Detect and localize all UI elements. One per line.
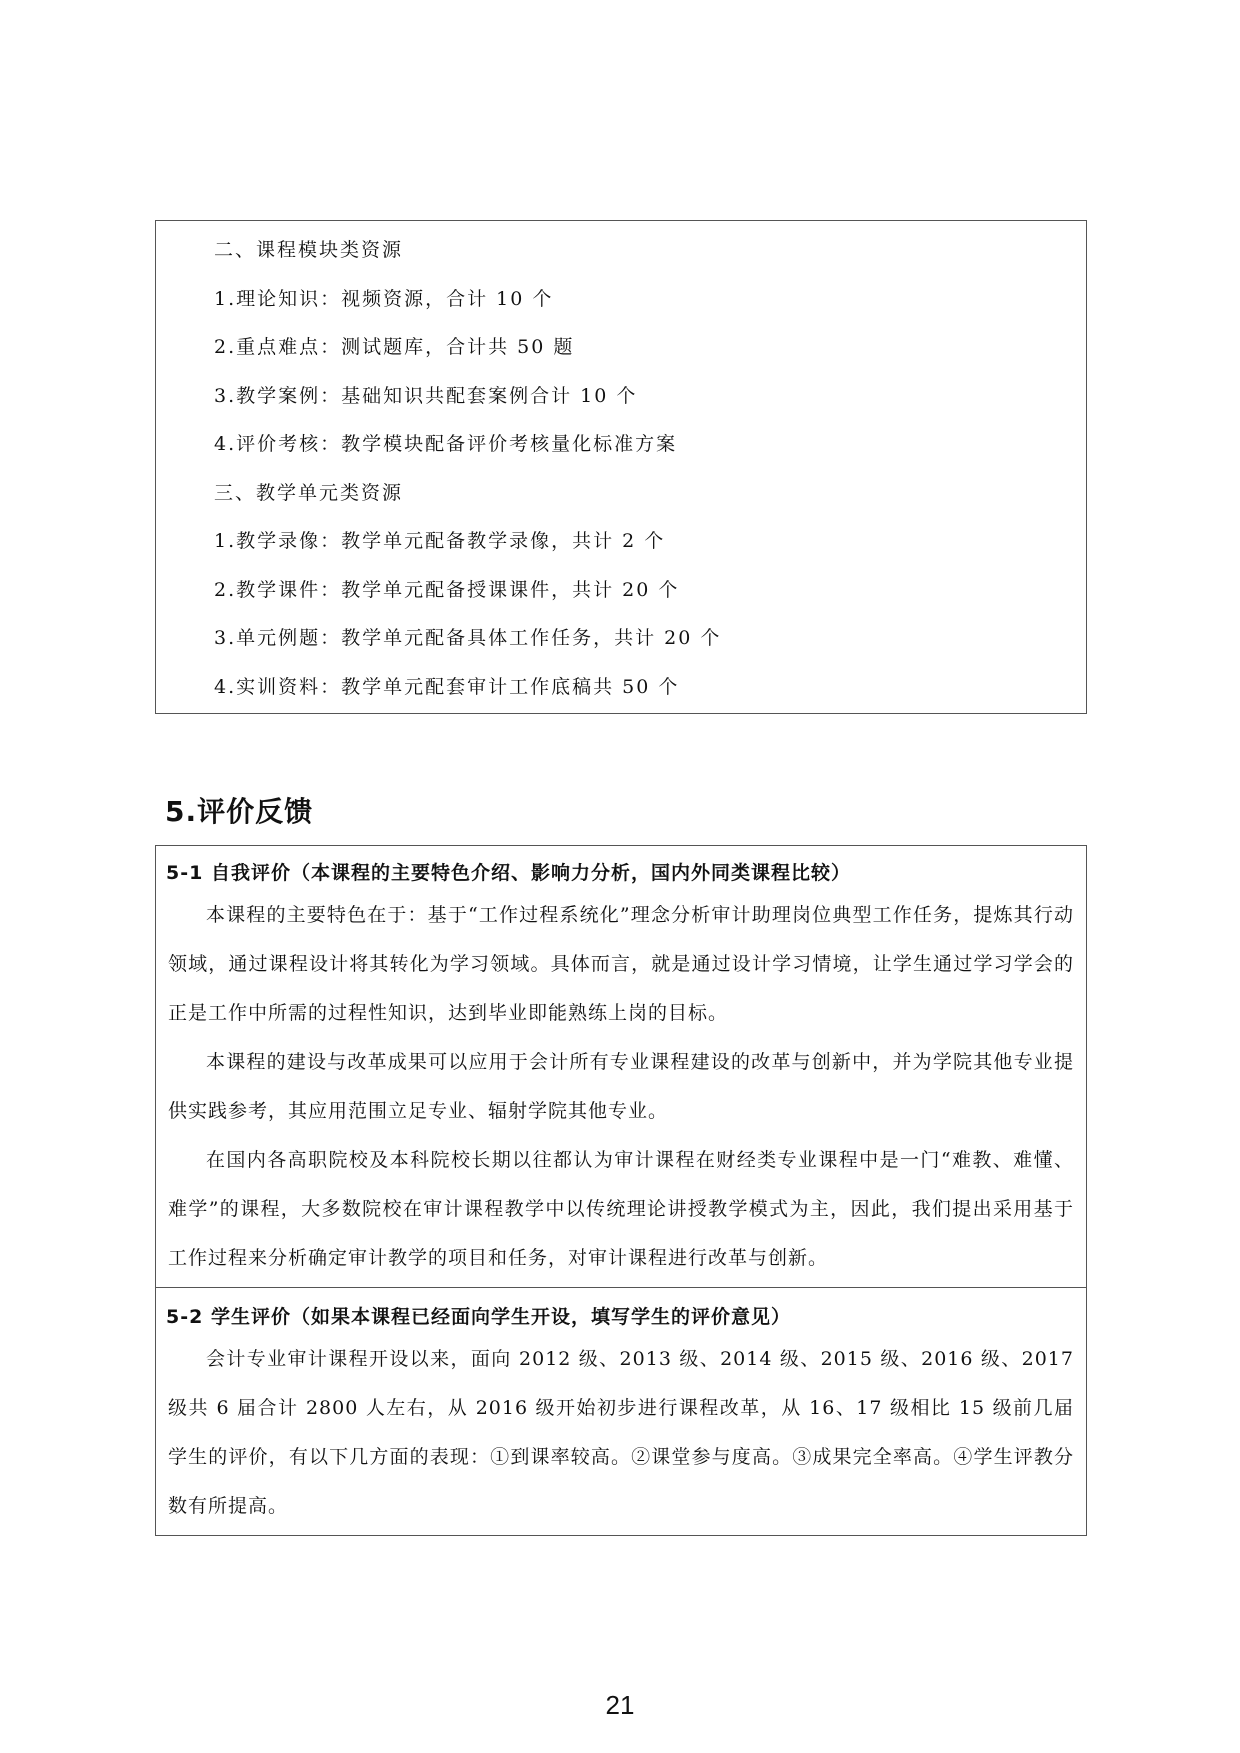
resources-box: [155, 220, 1087, 714]
resource-line: 三、教学单元类资源: [214, 482, 404, 504]
student-eval-title: 5-2 学生评价（如果本课程已经面向学生开设，填写学生的评价意见）: [166, 1306, 791, 1328]
table-divider: [156, 1287, 1086, 1288]
resource-line: 4.评价考核：教学模块配备评价考核量化标准方案: [214, 433, 678, 455]
page-number: 21: [605, 1690, 635, 1720]
resource-line: 4.实训资料：教学单元配套审计工作底稿共 50 个: [214, 676, 680, 698]
section-heading: 5.评价反馈: [165, 795, 314, 828]
resource-line: 2.教学课件：教学单元配备授课课件，共计 20 个: [214, 579, 680, 601]
self-eval-paragraph: 本课程的主要特色在于：基于“工作过程系统化”理念分析审计助理岗位典型工作任务，提炼其行动领域，通过课程设计将其转化为学习领域。具体而言，就是通过设计学习情境，让学生通过学习学会的正是工作中所需的过程性知识，达到毕业即能熟练上岗的目标。: [168, 904, 1074, 1024]
resource-line: 2.重点难点：测试题库，合计共 50 题: [214, 336, 575, 358]
resource-line: 3.单元例题：教学单元配备具体工作任务，共计 20 个: [214, 627, 722, 649]
resource-line: 1.教学录像：教学单元配备教学录像，共计 2 个: [214, 530, 666, 552]
evaluation-table: [155, 845, 1087, 1536]
self-eval-title: 5-1 自我评价（本课程的主要特色介绍、影响力分析，国内外同类课程比较）: [166, 862, 851, 884]
student-eval-paragraph: 会计专业审计课程开设以来，面向 2012 级、2013 级、2014 级、2015 级、2016 级、2017级共 6 届合计 2800 人左右，从 2016 级开始初步进行课程改革，从 16、17 级相比 15 级前几届学生的评价，有以下几方面的表现：①到课率较高。②课堂参与度高。③成果完全率高。④学生评教分数有所提高。: [168, 1348, 1074, 1517]
self-eval-paragraph: 本课程的建设与改革成果可以应用于会计所有专业课程建设的改革与创新中，并为学院其他专业提供实践参考，其应用范围立足专业、辐射学院其他专业。: [168, 1051, 1074, 1122]
resource-line: 二、课程模块类资源: [214, 239, 404, 261]
self-eval-paragraph: 在国内各高职院校及本科院校长期以往都认为审计课程在财经类专业课程中是一门“难教、难懂、难学”的课程，大多数院校在审计课程教学中以传统理论讲授教学模式为主，因此，我们提出采用基于工作过程来分析确定审计教学的项目和任务，对审计课程进行改革与创新。: [168, 1149, 1074, 1269]
resource-line: 1.理论知识：视频资源，合计 10 个: [214, 288, 554, 310]
resource-line: 3.教学案例：基础知识共配套案例合计 10 个: [214, 385, 638, 407]
